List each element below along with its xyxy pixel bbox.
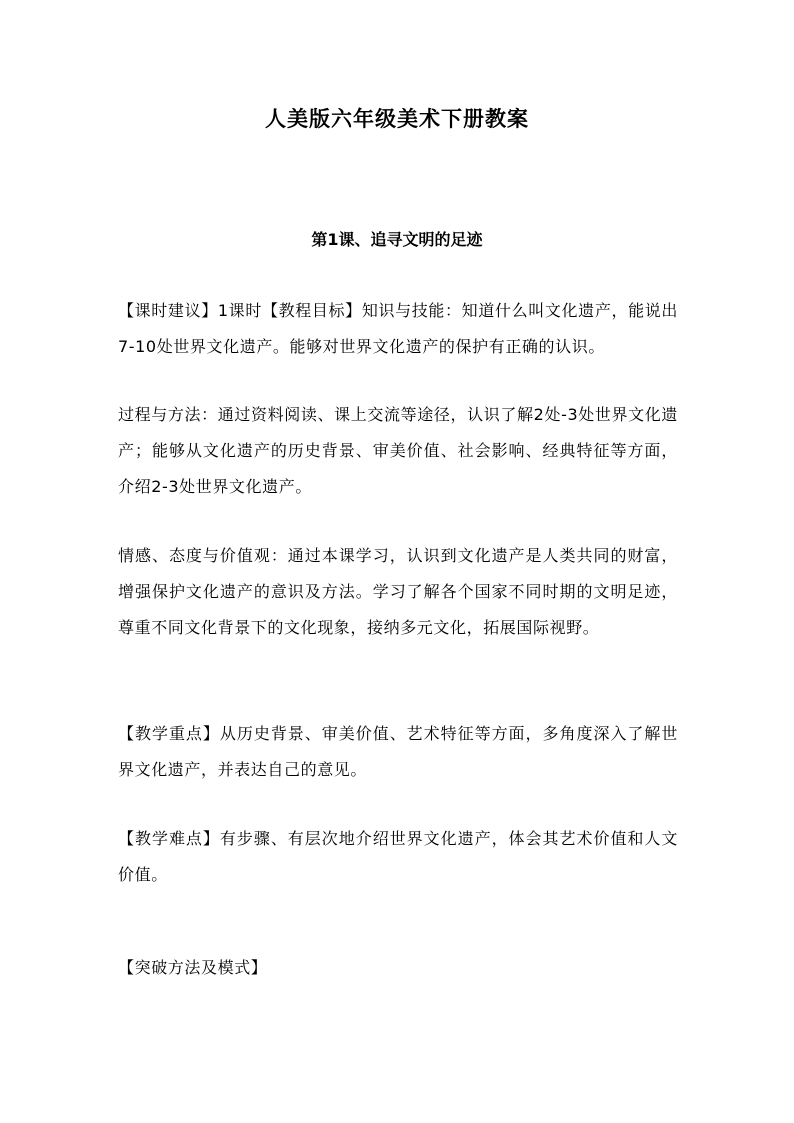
paragraph-teaching-difficulty: 【教学难点】有步骤、有层次地介绍世界文化遗产，体会其艺术价值和人文价值。 bbox=[118, 829, 678, 884]
paragraph-teaching-focus: 【教学重点】从历史背景、审美价值、艺术特征等方面，多角度深入了解世界文化遗产，并表达自己的意见。 bbox=[118, 724, 678, 779]
paragraph-process-and-methods: 过程与方法：通过资料阅读、课上交流等途径，认识了解2处-3处世界文化遗产；能够从文化遗产的历史背景、审美价值、社会影响、经典特征等方面，介绍2-3处世界文化遗产。 bbox=[118, 405, 678, 496]
paragraph-breakthrough-methods: 【突破方法及模式】 bbox=[118, 958, 268, 977]
document-title: 人美版六年级美术下册教案 bbox=[265, 107, 529, 131]
paragraph-lesson-suggestion-and-goals: 【课时建议】1课时【教程目标】知识与技能：知道什么叫文化遗产，能说出7-10处世界文化遗产。能够对世界文化遗产的保护有正确的认识。 bbox=[118, 301, 678, 356]
lesson-title: 第1课、追寻文明的足迹 bbox=[311, 230, 483, 249]
paragraph-emotion-attitude-values: 情感、态度与价值观：通过本课学习，认识到文化遗产是人类共同的财富，增强保护文化遗产的意识及方法。学习了解各个国家不同时期的文明足迹，尊重不同文化背景下的文化现象，接纳多元文化，拓展国际视野。 bbox=[118, 546, 678, 637]
